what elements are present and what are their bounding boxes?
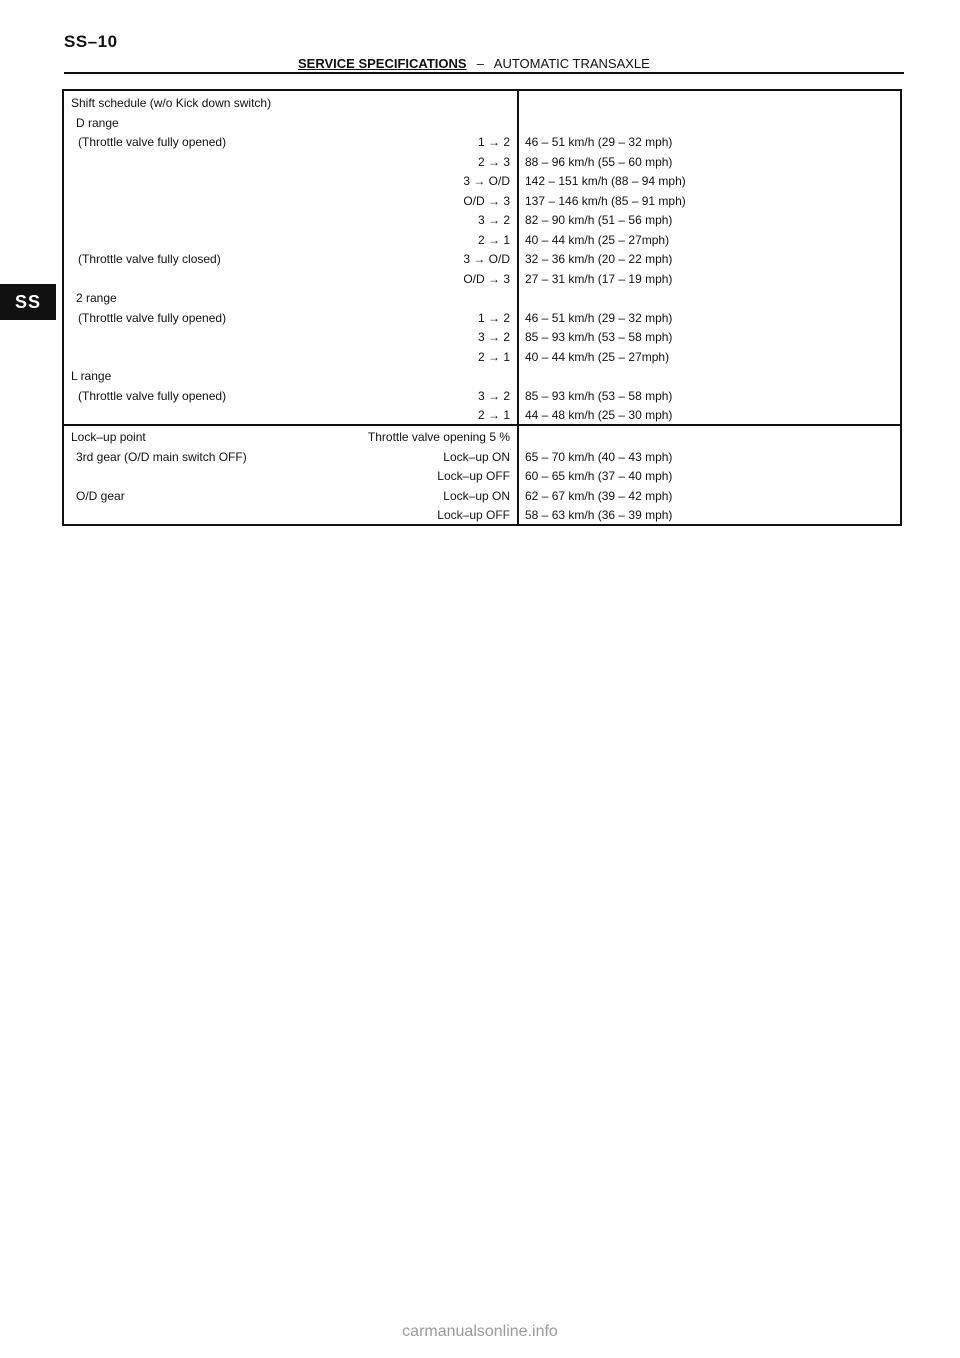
row-condition: 3 → 2 — [477, 330, 510, 344]
header-rule — [64, 72, 904, 74]
row-condition: 2 → 1 — [477, 408, 510, 422]
row-condition: 3 → O/D — [463, 252, 510, 266]
row-value: 27 – 31 km/h (17 – 19 mph) — [525, 271, 673, 286]
row-value: 40 – 44 km/h (25 – 27mph) — [525, 349, 670, 364]
row-label: (Throttle valve fully opened) — [78, 388, 227, 403]
header-separator: – — [476, 56, 484, 71]
row-value: 65 – 70 km/h (40 – 43 mph) — [525, 449, 673, 464]
row-condition: O/D → 3 — [463, 193, 510, 208]
row-condition: Lock–up OFF — [437, 508, 510, 522]
row-value: 142 – 151 km/h (88 – 94 mph) — [525, 174, 686, 188]
row-condition: 3 → 2 — [477, 213, 510, 227]
row-value: 88 – 96 km/h (55 – 60 mph) — [525, 154, 673, 169]
row-condition: Lock–up ON — [443, 449, 510, 464]
row-value: 44 – 48 km/h (25 – 30 mph) — [525, 408, 673, 422]
row-condition: O/D → 3 — [463, 271, 510, 286]
table-row — [64, 467, 900, 487]
row-value: 85 – 93 km/h (53 – 58 mph) — [525, 330, 673, 344]
page-header — [298, 56, 650, 71]
table-row — [64, 231, 900, 251]
table-row — [64, 94, 900, 114]
table-row — [64, 270, 900, 290]
row-condition: Throttle valve opening 5 % — [367, 430, 510, 444]
row-condition: 3 → O/D — [463, 174, 510, 188]
lockup-point-table — [62, 424, 902, 526]
table-row — [64, 153, 900, 173]
table-row — [64, 406, 900, 426]
table-row — [64, 387, 900, 407]
section-tab: SS — [0, 284, 56, 320]
table-row — [64, 367, 900, 387]
header-subtitle: AUTOMATIC TRANSAXLE — [493, 56, 650, 71]
page-code: SS–10 — [64, 32, 118, 51]
watermark: carmanualsonline.info — [402, 1323, 558, 1340]
table-row — [64, 172, 900, 192]
table-row — [64, 428, 900, 448]
row-label: (Throttle valve fully opened) — [78, 310, 227, 325]
row-value: 62 – 67 km/h (39 – 42 mph) — [525, 488, 673, 503]
table-row — [64, 289, 900, 309]
row-label: (Throttle valve fully closed) — [78, 252, 221, 266]
row-label: 3rd gear (O/D main switch OFF) — [76, 449, 247, 464]
row-label: D range — [76, 115, 119, 130]
row-value: 60 – 65 km/h (37 – 40 mph) — [525, 469, 673, 483]
row-label: L range — [71, 369, 112, 383]
row-condition: Lock–up OFF — [437, 469, 510, 483]
header-title: SERVICE SPECIFICATIONS — [298, 56, 467, 71]
table-row — [64, 192, 900, 212]
table-row — [64, 211, 900, 231]
row-condition: 1 → 2 — [477, 135, 510, 149]
row-label: Shift schedule (w/o Kick down switch) — [71, 96, 272, 110]
row-condition: 2 → 3 — [477, 154, 510, 169]
row-value: 58 – 63 km/h (36 – 39 mph) — [525, 508, 673, 522]
table-row — [64, 133, 900, 153]
row-condition: 2 → 1 — [477, 349, 510, 364]
row-condition: 3 → 2 — [477, 388, 510, 403]
table-row — [64, 309, 900, 329]
table-row — [64, 328, 900, 348]
table-row — [64, 250, 900, 270]
row-value: 46 – 51 km/h (29 – 32 mph) — [525, 310, 673, 325]
row-label: O/D gear — [76, 488, 125, 503]
row-value: 137 – 146 km/h (85 – 91 mph) — [525, 193, 686, 208]
row-label: (Throttle valve fully opened) — [78, 135, 227, 149]
row-value: 32 – 36 km/h (20 – 22 mph) — [525, 252, 673, 266]
row-condition: Lock–up ON — [443, 488, 510, 503]
table-row — [64, 114, 900, 134]
table-row — [64, 506, 900, 526]
table-row — [64, 348, 900, 368]
table-row — [64, 487, 900, 507]
row-value: 40 – 44 km/h (25 – 27mph) — [525, 232, 670, 247]
shift-schedule-table — [62, 89, 902, 426]
row-condition: 1 → 2 — [477, 310, 510, 325]
table-row — [64, 448, 900, 468]
row-label: 2 range — [76, 291, 117, 305]
row-value: 46 – 51 km/h (29 – 32 mph) — [525, 135, 673, 149]
row-value: 85 – 93 km/h (53 – 58 mph) — [525, 388, 673, 403]
row-value: 82 – 90 km/h (51 – 56 mph) — [525, 213, 673, 227]
row-label: Lock–up point — [71, 430, 146, 444]
row-condition: 2 → 1 — [477, 232, 510, 247]
